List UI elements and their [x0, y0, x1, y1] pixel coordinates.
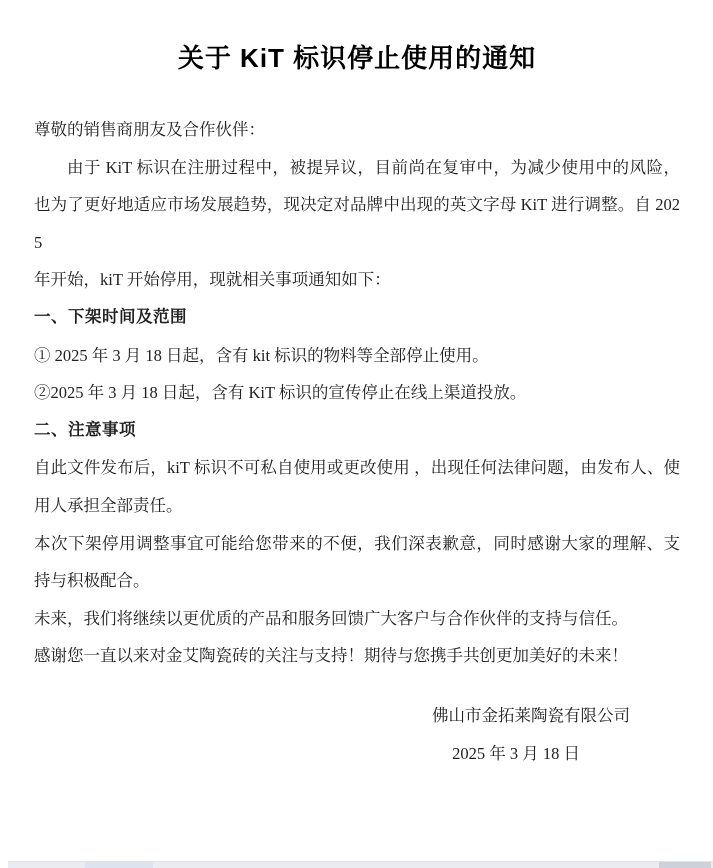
document-body	[34, 111, 680, 675]
section-2-heading: 二、注意事项	[34, 420, 136, 439]
scrollbar-thumb[interactable]	[659, 862, 711, 868]
apology-paragraph-line: 本次下架停用调整事宜可能给您带来的不便，我们深表歉意，同时感谢大家的理解、支	[34, 533, 680, 553]
section-1-item-2: ②2025 年 3 月 18 日起，含有 KiT 标识的宣传停止在线上渠道投放。	[34, 383, 527, 403]
intro-paragraph	[34, 149, 680, 299]
document-title: 关于 KiT 标识停止使用的通知	[177, 43, 537, 73]
apology-paragraph	[34, 525, 680, 600]
horizontal-scrollbar[interactable]	[8, 861, 713, 868]
signature-company: 佛山市金拓莱陶瓷有限公司	[432, 705, 630, 725]
intro-paragraph-line: 由于 KiT 标识在注册过程中，被提异议，目前尚在复审中，为减少使用中的风险，	[67, 157, 680, 177]
intro-paragraph-line: 年开始，kiT 开始停用，现就相关事项通知如下：	[34, 270, 391, 290]
intro-paragraph-line: 也为了更好地适应市场发展趋势，现决定对品牌中出现的英文字母 KiT 进行调整。自 2025	[34, 195, 680, 252]
signature-date: 2025 年 3 月 18 日	[452, 743, 580, 763]
future-paragraph: 未来，我们将继续以更优质的产品和服务回馈广大客户与合作伙伴的支持与信任。	[34, 608, 628, 628]
liability-paragraph	[34, 449, 680, 524]
apology-paragraph-line: 持与积极配合。	[34, 571, 150, 591]
salutation: 尊敬的销售商朋友及合作伙伴：	[34, 120, 265, 139]
section-1-heading: 一、下架时间及范围	[34, 307, 187, 326]
section-1-item-1: ① 2025 年 3 月 18 日起，含有 kit 标识的物料等全部停止使用。	[34, 345, 489, 365]
scrollbar-track-tint	[85, 862, 153, 868]
liability-paragraph-line: 自此文件发布后，kiT 标识不可私自使用或更改使用 ，出现任何法律问题，由发布人、使	[34, 458, 680, 478]
signature-block	[34, 697, 680, 772]
liability-paragraph-line: 用人承担全部责任。	[34, 495, 183, 515]
thanks-paragraph: 感谢您一直以来对金艾陶瓷砖的关注与支持！期待与您携手共创更加美好的未来！	[34, 646, 628, 666]
